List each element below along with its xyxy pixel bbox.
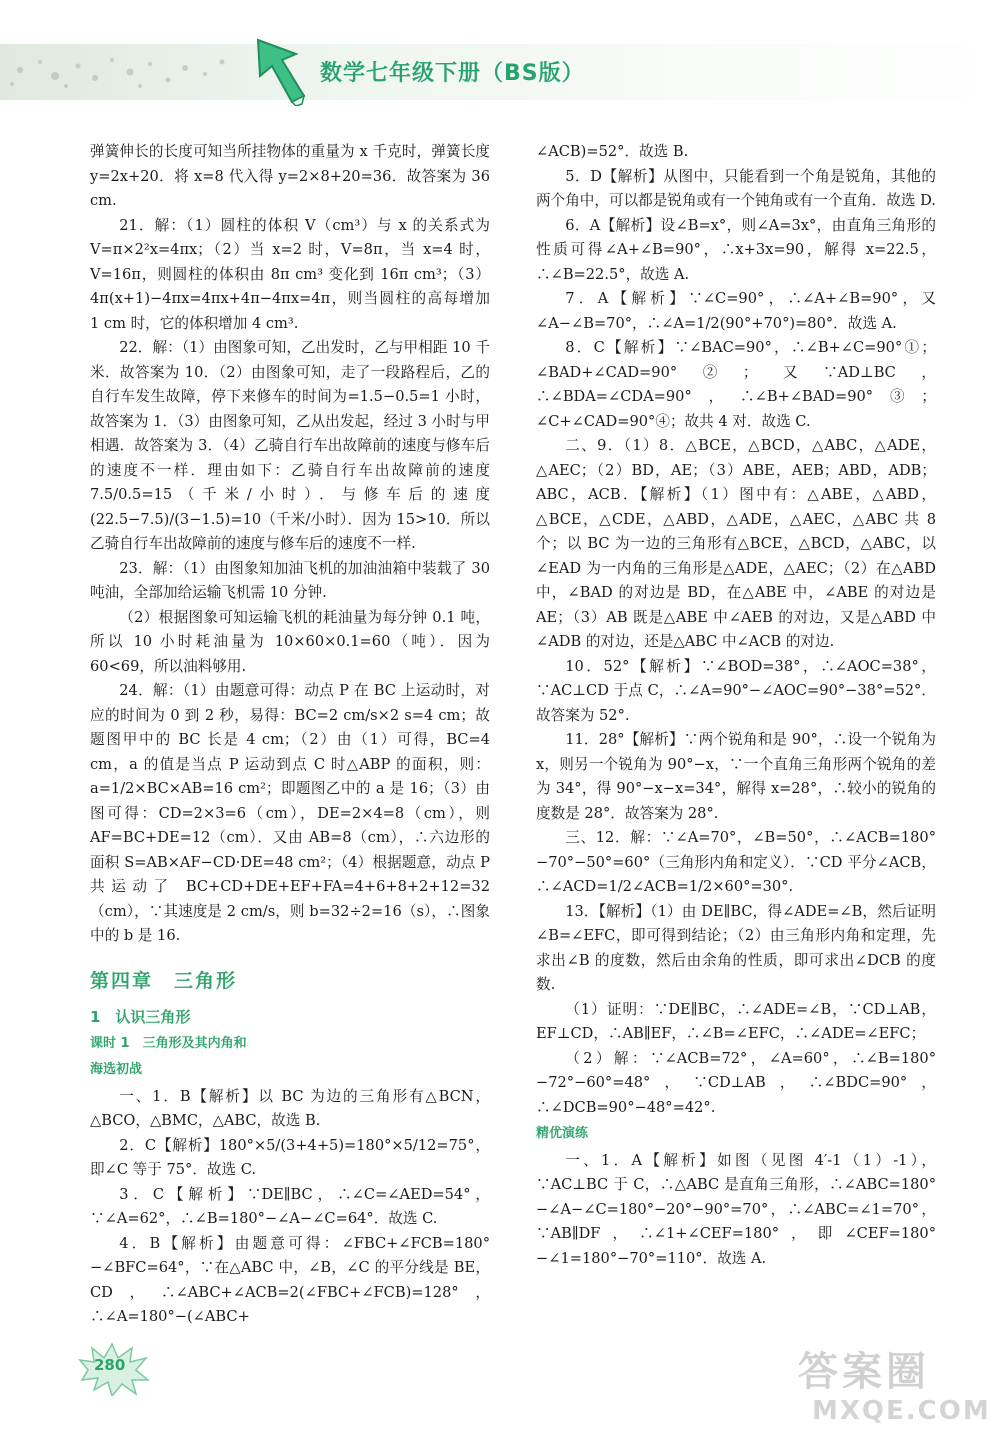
paragraph: 弹簧伸长的长度可知当所挂物体的重量为 x 千克时，弹簧长度 y=2x+20．将 x=8 代入得 y=2×8+20=36．故答案为 36 cm. xyxy=(90,143,490,209)
paragraph: 3．C【解析】∵DE∥BC，∴∠C=∠AED=54°，∵∠A=62°，∴∠B=180°−∠A−∠C=64°．故选 C. xyxy=(90,1185,490,1227)
page-number: 280 xyxy=(94,1356,126,1374)
paragraph: 10．52°【解析】∵∠BOD=38°，∴∠AOC=38°，∵AC⊥CD 于点 C，∴∠A=90°−∠AOC=90°−38°=52°．故答案为 52°. xyxy=(536,657,936,724)
paragraph: （2）解：∵∠ACB=72°，∠A=60°，∴∠B=180°−72°−60°=48°，∵CD⊥AB，∴∠BDC=90°，∴∠DCB=90°−48°=42°. xyxy=(536,1049,936,1116)
paragraph: 2．C【解析】180°×5/(3+4+5)=180°×5/12=75°，即∠C 等于 75°．故选 C. xyxy=(90,1136,490,1178)
paragraph: 8．C【解析】∵∠BAC=90°，∴∠B+∠C=90°①；∠BAD+∠CAD=90°②；又∵AD⊥BC，∴∠BDA=∠CDA=90°，∴∠B+∠BAD=90°③；∠C+∠CAD=90°④；故共 4 对．故选 C. xyxy=(536,339,936,430)
page-header xyxy=(0,0,1000,110)
paragraph: 一、1．A【解析】如图（见图 4′-1（1）-1），∵AC⊥BC 于 C，∴△ABC 是直角三角形，∴∠ABC=180°−∠A−∠C=180°−20°−90°=70°，∴∠ABC=∠1=70°，∵AB∥DF，∴∠1+∠CEF=180°，即∠CEF=180°−∠1=180°−70°=110°．故选 A. xyxy=(536,1151,936,1267)
paragraph: 11．28°【解析】∵两个锐角和是 90°，∴设一个锐角为 x，则另一个锐角为 90°−x，∵一个直角三角形两个锐角的差为 34°，得 90°−x−x=34°，解得 x=28°，∴较小的锐角的度数是 28°．故答案为 28°. xyxy=(536,731,936,822)
paragraph: 4．B【解析】由题意可得：∠FBC+∠FCB=180°−∠BFC=64°，∵在△ABC 中，∠B，∠C 的平分线是 BE，CD，∴∠ABC+∠ACB=2(∠FBC+∠FCB)=128°，∴∠A=180°−(∠ABC+ xyxy=(90,1234,490,1325)
paragraph: 23．解：（1）由图象知加油飞机的加油油箱中装载了 30 吨油，全部加给运输飞机需 10 分钟. xyxy=(90,559,490,601)
paragraph: （2）根据图象可知运输飞机的耗油量为每分钟 0.1 吨，所以 10 小时耗油量为 10×60×0.1=60（吨）．因为 60<69，所以油料够用. xyxy=(90,608,490,675)
left-column xyxy=(90,140,490,1330)
watermark-url: MXQE.COM xyxy=(812,1396,991,1426)
chapter-title: 第四章 三角形 xyxy=(90,969,238,992)
section-tag: 海选初战 xyxy=(90,1062,143,1077)
header-title: 数学七年级下册（BS版） xyxy=(320,61,585,86)
paragraph: 24．解：（1）由题意可得：动点 P 在 BC 上运动时，对应的时间为 0 到 2 秒，易得：BC=2 cm/s×2 s=4 cm；故题图甲中的 BC 长是 4 cm；（2）由（1）可得，BC=4 cm，a 的值是当点 P 运动到点 C 时△ABP 的面积，则：a=1/2×BC×AB=16 cm²；即题图乙中的 a 是 16；（3）由图可得：CD=2×3=6（cm），DE=2×4=8（cm），则 AF=BC+DE=12（cm）．又由 AB=8（cm），∴六边形的面积 S=AB×AF−CD·DE=48 cm²；（4）根据题意，动点 P 共运动了 BC+CD+DE+EF+FA=4+6+8+2+12=32（cm），∵其速度是 2 cm/s，则 b=32÷2=16（s），∴图象中的 b 是 16. xyxy=(90,682,490,944)
watermark-title: 答案圈 xyxy=(798,1349,930,1395)
header-decoration xyxy=(0,0,1000,110)
section-title: 1 认识三角形 xyxy=(90,1008,191,1026)
section-tag: 精优演练 xyxy=(536,1126,589,1141)
watermark-logo xyxy=(792,1340,991,1436)
page-number-badge xyxy=(78,1340,150,1396)
paragraph: 21．解：（1）圆柱的体积 V（cm³）与 x 的关系式为 V=π×2²x=4πx；（2）当 x=2 时，V=8π，当 x=4 时，V=16π，则圆柱的体积由 8π cm³ 变化到 16π cm³；（3）4π(x+1)−4πx=4πx+4π−4πx=4π，则当圆柱的高每增加 1 cm 时，它的体积增加 4 cm³. xyxy=(90,216,490,332)
paragraph: 22．解：（1）由图象可知，乙出发时，乙与甲相距 10 千米．故答案为 10．（2）由图象可知，走了一段路程后，乙的自行车发生故障，停下来修车的时间为=1.5−0.5=1 小时，故答案为 1．（3）由图象可知，乙从出发起，经过 3 小时与甲相遇．故答案为 3．（4）乙骑自行车出故障前的速度与修车后的速度不一样．理由如下：乙骑自行车出故障前的速度 7.5/0.5=15（千米/小时）．与修车后的速度 (22.5−7.5)/(3−1.5)=10（千米/小时）．因为 15>10．所以乙骑自行车出故障前的速度与修车后的速度不一样. xyxy=(90,339,490,552)
paragraph: 7．A【解析】∵∠C=90°，∴∠A+∠B=90°，又∠A−∠B=70°，∴∠A=1/2(90°+70°)=80°．故选 A. xyxy=(536,290,936,332)
paragraph: 一、1．B【解析】以 BC 为边的三角形有△BCN，△BCO，△BMC，△ABC，故选 B. xyxy=(90,1087,490,1129)
paragraph: 13．【解析】（1）由 DE∥BC，得∠ADE=∠B，然后证明∠B=∠EFC，即可得到结论；（2）由三角形内角和定理，先求出∠B 的度数，然后由余角的性质，即可求出∠DCB 的度数. xyxy=(536,902,936,993)
paragraph: ∠ACB)=52°．故选 B. xyxy=(536,143,689,160)
paragraph: 6．A【解析】设∠B=x°，则∠A=3x°，由直角三角形的性质可得∠A+∠B=90°，∴x+3x=90，解得 x=22.5，∴∠B=22.5°，故选 A. xyxy=(536,216,936,283)
paragraph: （1）证明：∵DE∥BC，∴∠ADE=∠B，∵CD⊥AB，EF⊥CD，∴AB∥EF，∴∠B=∠EFC，∴∠ADE=∠EFC； xyxy=(536,1000,936,1042)
right-column xyxy=(536,140,936,1271)
paragraph: 二、9．（1）8．△BCE，△BCD，△ABC，△ADE，△AEC；（2）BD，AE；（3）ABE，AEB；ABD，ADB；ABC，ACB．【解析】（1）图中有：△ABE，△ABD，△BCE，△CDE，△ABD，△ADE，△AEC，△ABC 共 8 个；以 BC 为一边的三角形有△BCE，△BCD，△ABC，以∠EAD 为一内角的三角形是△ADE，△AEC；（2）在△ABD 中，∠BAD 的对边是 BD，在△ABE 中，∠ABE 的对边是 AE；（3）AB 既是△ABE 中∠AEB 的对边，又是△ABD 中∠ADB 的对边，还是△ABC 中∠ACB 的对边. xyxy=(536,437,936,650)
paragraph: 5．D【解析】从图中，只能看到一个角是锐角，其他的两个角中，可以都是锐角或有一个钝角或有一个直角．故选 D. xyxy=(536,167,936,209)
lesson-title: 课时 1 三角形及其内角和 xyxy=(90,1035,247,1051)
paragraph: 三、12．解：∵∠A=70°，∠B=50°，∴∠ACB=180°−70°−50°=60°（三角形内角和定义）．∵CD 平分∠ACB，∴∠ACD=1/2∠ACB=1/2×60°=30°. xyxy=(536,829,936,895)
arrow-pencil-icon xyxy=(252,36,312,106)
